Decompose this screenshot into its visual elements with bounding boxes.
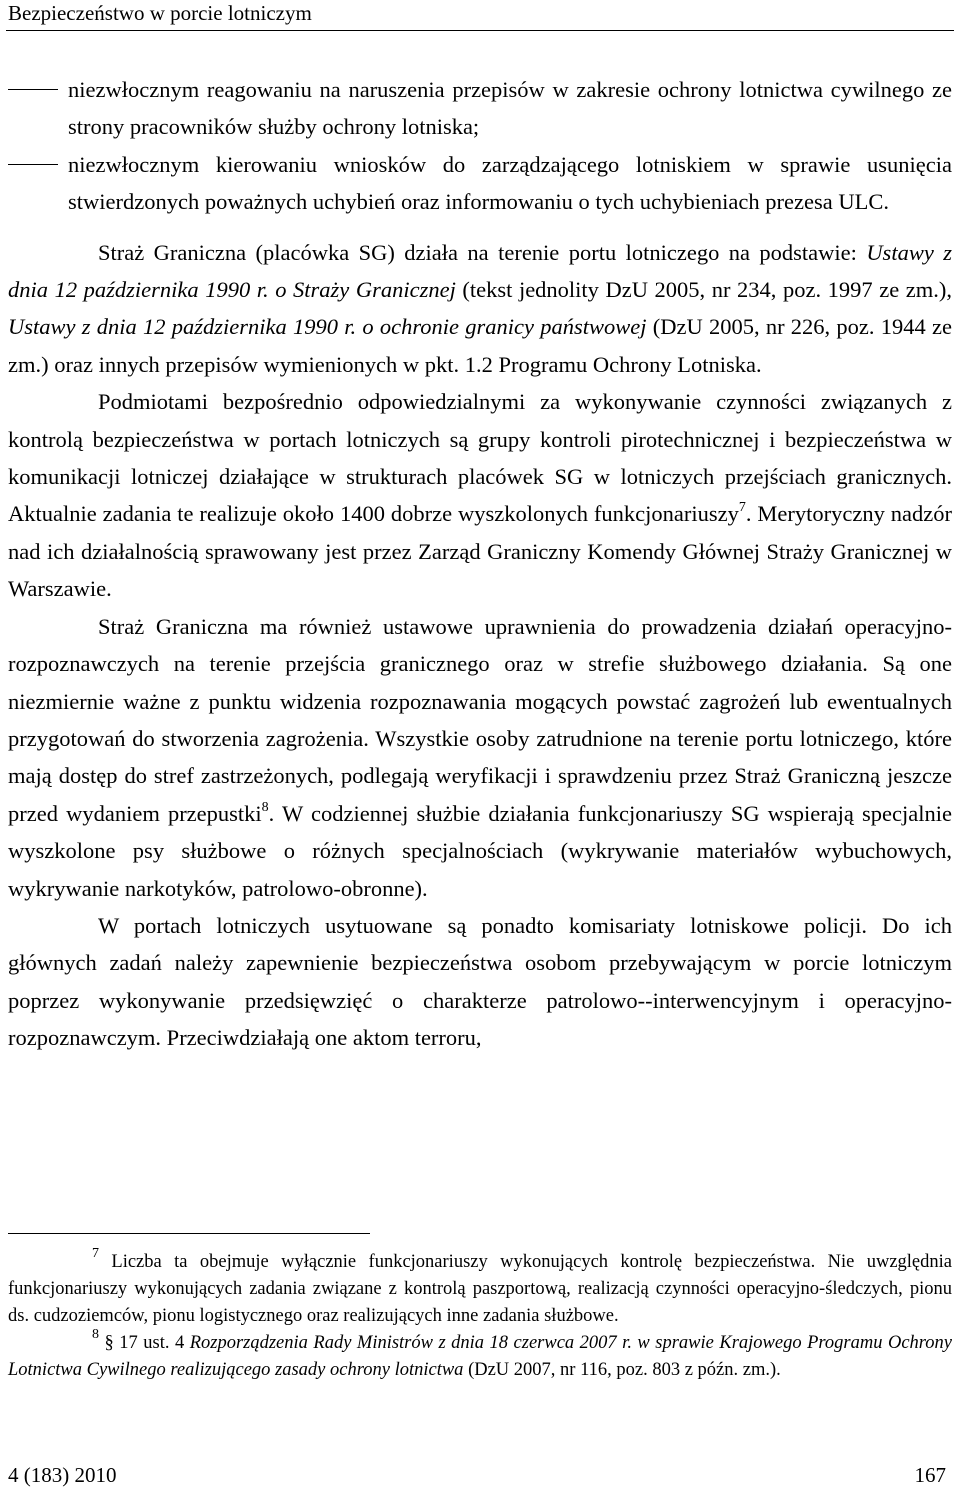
paragraph-responsible-units [8,383,952,607]
footnote-ref[interactable]: 8 [261,799,269,815]
header-rule [6,30,954,31]
text-run: W portach lotniczych usytuowane są ponadto komisariaty lotniskowe policji. Do ich głównych zadań należy zapewnienie bezpieczeństwa osobom przebywającym w porcie lotniczym poprzez wykonywanie przedsięwzięć o charakterze patrolowo--interwencyjnym i operacyjno-rozpoznawczym. Przeciwdziałają one aktom terroru, [8,912,952,1051]
text-run: Podmiotami bezpośrednio odpowiedzialnymi za wykonywanie czynności związanych z kontrolą bezpieczeństwa w portach lotniczych są grupy kontroli pirotechnicznej i bezpieczeństwa w komunikacji lotniczej działające w strukturach placówek SG w lotniczych przejściach granicznych. Aktualnie zadania te realizuje około 1400 dobrze wyszkolonych funkcjonariuszy [8,389,952,527]
footnote-number: 8 [92,1327,99,1342]
bullet-text: niezwłocznym reagowaniu na naruszenia przepisów w zakresie ochrony lotnictwa cywilnego ze strony pracowników służby ochrony lotniska; [68,77,952,140]
footnotes [8,1246,952,1384]
paragraph-operational-powers [8,608,952,907]
text-run: . W codziennej służbie działania funkcjonariuszy SG wspierają specjalnie wyszkolone psy służbowe o różnych specjalnościach (wykrywanie materiałów wybuchowych, wykrywanie narkotyków, patrolowo-obronne). [8,800,952,901]
text-run: . Merytoryczny nadzór nad ich działalnością sprawowany jest przez Zarząd Graniczny Komendy Głównej Straży Granicznej w Warszawie. [8,501,952,602]
text-run: Straż Graniczna ma również ustawowe uprawnienia do prowadzenia działań operacyjno-rozpoznawczych na terenie przejścia granicznego oraz w strefie służbowego działania. Są one niezmiernie ważne z punktu widzenia rozpoznawania mogących powstać zagrożeń lub ewentualnych przygotowań do stworzenia zagrożenia. Wszystkie osoby zatrudnione na terenie portu lotniczego, które mają dostęp do stref zastrzeżonych, podlegają weryfikacji i sprawdzeniu przez Straż Graniczną jeszcze przed wydaniem przepustki [8,613,952,826]
bullet-item [8,71,952,146]
text-run: Straż Graniczna (placówka SG) działa na terenie portu lotniczego na podstawie: [98,239,867,265]
dash-marker [8,164,58,165]
page-number: 167 [914,1463,946,1487]
footnote-separator [8,1233,370,1234]
footnote-text: § 17 ust. 4 [99,1333,190,1353]
issue-number: 4 (183) 2010 [8,1463,117,1487]
footnote-number: 7 [92,1246,99,1261]
dash-marker [8,89,58,90]
legal-act-citation: Rozporządzenia Rady Ministrów z dnia 18 czerwca 2007 r. w sprawie Krajowego Programu Ochrony Lotnictwa Cywilnego realizującego zasady ochrony lotnictwa [8,1333,952,1380]
text-run: (tekst jednolity DzU 2005, nr 234, poz. 1997 ze zm.), [455,277,952,303]
bullet-text: niezwłocznym kierowaniu wniosków do zarządzającego lotniskiem w sprawie usunięcia stwierdzonych poważnych uchybień oraz informowaniu o tych uchybieniach prezesa ULC. [68,151,952,215]
text-run: (DzU 2005, nr 226, poz. 1944 ze zm.) oraz innych przepisów wymienionych w pkt. 1.2 Programu Ochrony Lotniska. [8,314,953,377]
paragraph-border-guard [8,234,952,384]
page-header [0,0,960,34]
footnote-text: Liczba ta obejmuje wyłącznie funkcjonariuszy wykonujących kontrolę bezpieczeństwa. Nie uwzględnia funkcjonariuszy wykonujących zadania związane z kontrolą paszportową, realizacją czynności operacyjno-śledczych, pionu ds. cudzoziemców, pionu logistycznego oraz realizujących inne zadania służbowe. [8,1252,952,1326]
main-text [8,71,952,1057]
footnote-7 [8,1246,952,1330]
paragraph-airport-police [8,907,952,1057]
page-footer [8,1461,946,1489]
bullet-item [8,146,952,221]
legal-act-citation: Ustawy z dnia 12 października 1990 r. o Straży Granicznej [8,239,952,303]
footnote-text: (DzU 2007, nr 116, poz. 803 z późn. zm.). [463,1360,781,1380]
legal-act-citation: Ustawy z dnia 12 października 1990 r. o ochronie granicy państwowej [8,314,647,340]
running-title: Bezpieczeństwo w porcie lotniczym [8,1,312,25]
footnote-ref[interactable]: 7 [738,500,746,516]
footnote-8 [8,1327,952,1384]
